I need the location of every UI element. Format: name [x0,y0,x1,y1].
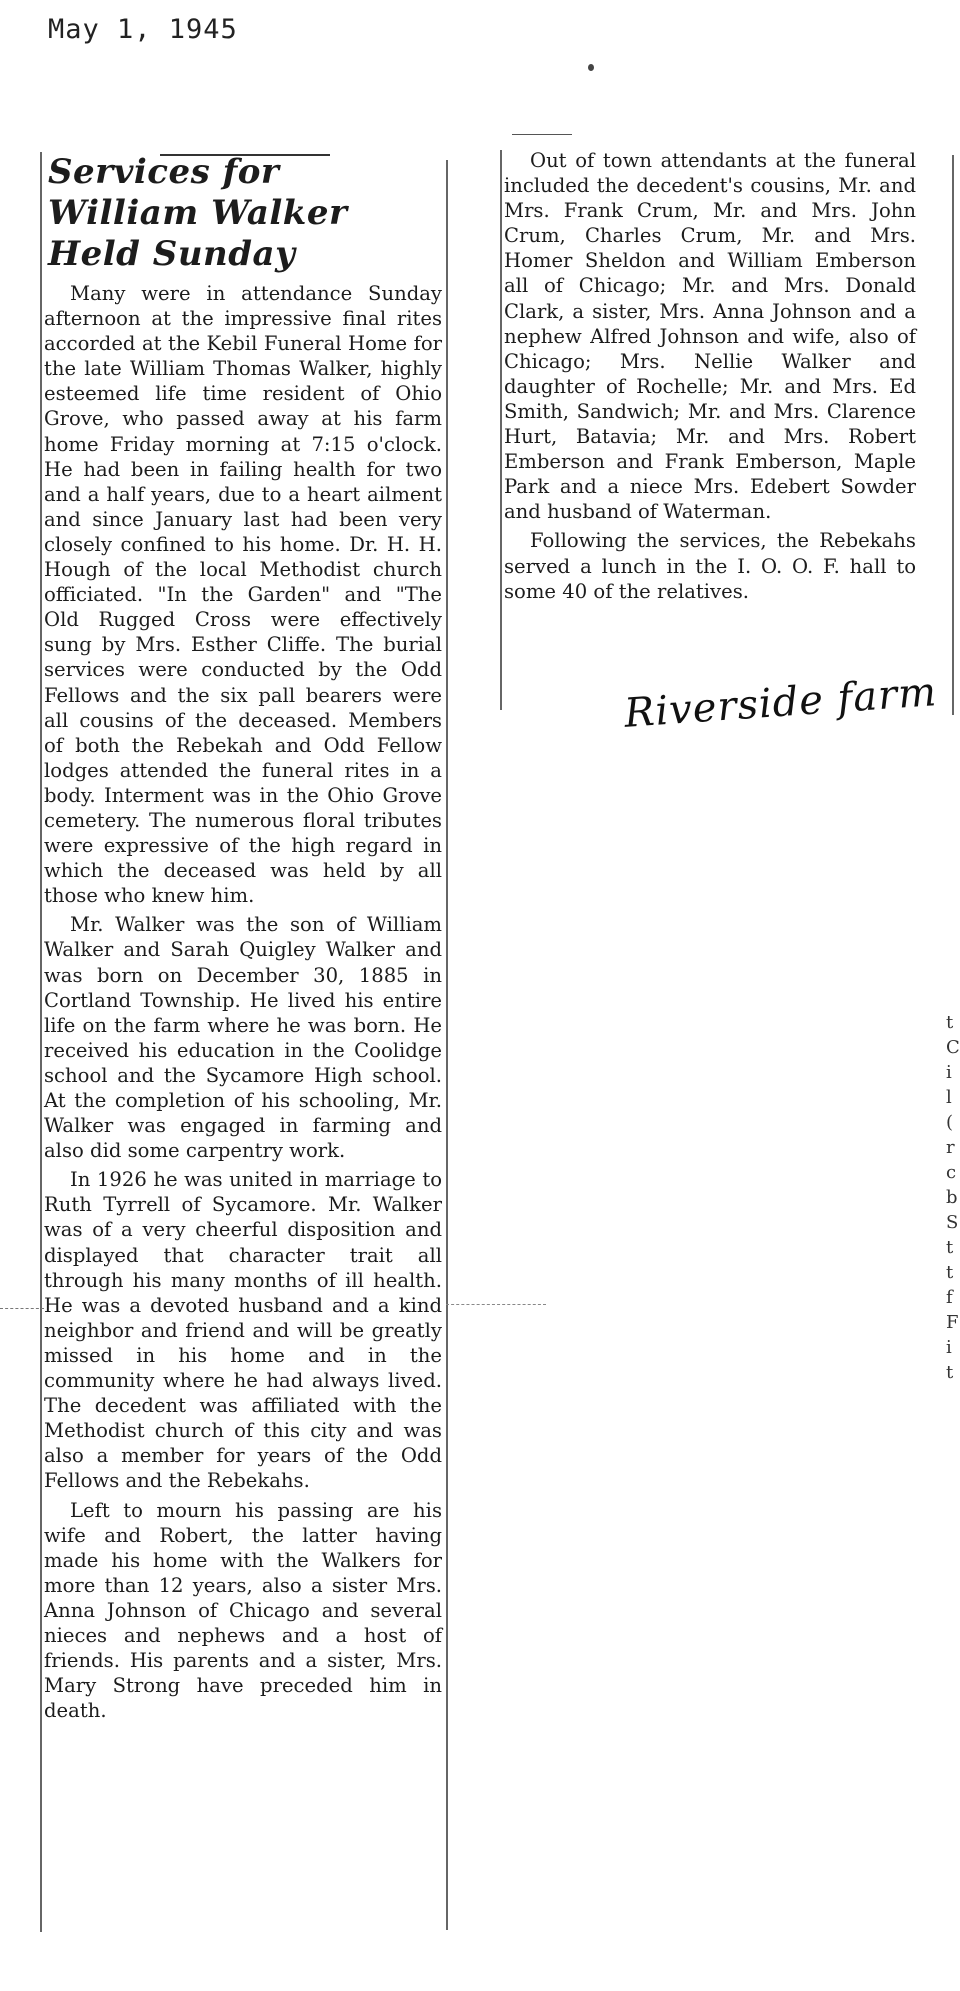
article-left-column [44,152,442,1723]
fragment-letter: r [946,1137,955,1158]
paragraph-survivors: Left to mourn his passing are his wife and Robert, the latter having made his home with the Walkers for more than 12 years, also a sister Mrs. Anna Johnson of Chicago and several nieces and nephews and a host of friends. His parents and a sister, Mrs. Mary Strong have preceded him in death. [44,1498,442,1723]
paragraph-attendants: Out of town attendants at the funeral included the decedent's cousins, Mr. and Mrs. Frank Crum, Mr. and Mrs. John Crum, Charles Crum, Mr. and Mrs. Homer Sheldon and William Emberson all of Chicago; Mr. and Mrs. Donald Clark, a sister, Mrs. Anna Johnson and a nephew Alfred Johnson and wife, also of Chicago; Mrs. Nellie Walker and daughter of Rochelle; Mr. and Mrs. Ed Smith, Sandwich; Mr. and Mrs. Clarence Hurt, Batavia; Mr. and Mrs. Robert Emberson and Frank Emberson, Maple Park and a niece Mrs. Edebert Sowder and husband of Waterman. [504,149,916,524]
fragment-letter: t [946,1262,954,1283]
fragment-letter: b [946,1187,958,1208]
paragraph-marriage: In 1926 he was united in marriage to Ruth Tyrrell of Sycamore. Mr. Walker was of a very cheerful disposition and displayed that character trait all through his many months of ill health. He was a devoted husband and a kind neighbor and friend and will be greatly missed in his home and in the community where he had always lived. The decedent was affiliated with the Methodist church of this city and was also a member for years of the Odd Fellows and the Rebekahs. [44,1168,442,1493]
headline: Services for William Walker Held Sunday [48,152,348,274]
adjacent-column-fragment [946,1010,960,1385]
column-border-middle [446,160,448,1930]
fragment-letter: i [946,1062,952,1083]
column-border-left [40,152,42,1932]
ink-speck [588,64,594,71]
column-border-far-right [952,155,954,715]
paragraph-biography: Mr. Walker was the son of William Walker and Sarah Quigley Walker and was born on December 30, 1885 in Cortland Township. He lived his entire life on the farm where he was born. He received his education in the Coolidge school and the Sycamore High school. At the completion of his schooling, Mr. Walker was engaged in farming and also did some carpentry work. [44,913,442,1163]
paragraph-services: Many were in attendance Sunday afternoon at the impressive final rites accorded at the Kebil Funeral Home for the late William Thomas Walker, highly esteemed life time resident of Ohio Grove, who passed away at his farm home Friday morning at 7:15 o'clock. He had been in failing health for two and a half years, due to a heart ailment and since January last had been very closely confined to his home. Dr. H. H. Hough of the local Methodist church officiated. "In the Garden" and "The Old Rugged Cross were effectively sung by Mrs. Esther Cliffe. The burial services were conducted by the Odd Fellows and the six pall bearers were all cousins of the deceased. Members of both the Rebekah and Odd Fellow lodges attended the funeral rites in a body. Interment was in the Ohio Grove cemetery. The numerous floral tributes were expressive of the high regard in which the deceased was held by all those who knew him. [44,282,442,908]
fragment-letter: F [946,1312,959,1333]
fragment-letter: t [946,1362,954,1383]
fragment-letter: t [946,1012,954,1033]
column-border-right-column-left [500,150,502,710]
fragment-letter: S [946,1212,959,1233]
column-top-rule [512,134,572,135]
paragraph-lunch: Following the services, the Rebekahs served a lunch in the I. O. O. F. hall to some 40 of the relatives. [504,529,916,603]
clipping-cut-line-right [446,1304,546,1305]
fragment-letter: l [946,1087,952,1108]
fragment-letter: f [946,1287,953,1308]
fragment-letter: C [946,1037,960,1058]
handwritten-note: Riverside farm [622,669,939,737]
date-header: May 1, 1945 [48,14,238,45]
fragment-letter: c [946,1162,957,1183]
fragment-letter: ( [946,1112,954,1133]
fragment-letter: i [946,1337,952,1358]
fragment-letter: t [946,1237,954,1258]
clipping-cut-line [0,1308,44,1309]
article-right-column [504,148,916,604]
